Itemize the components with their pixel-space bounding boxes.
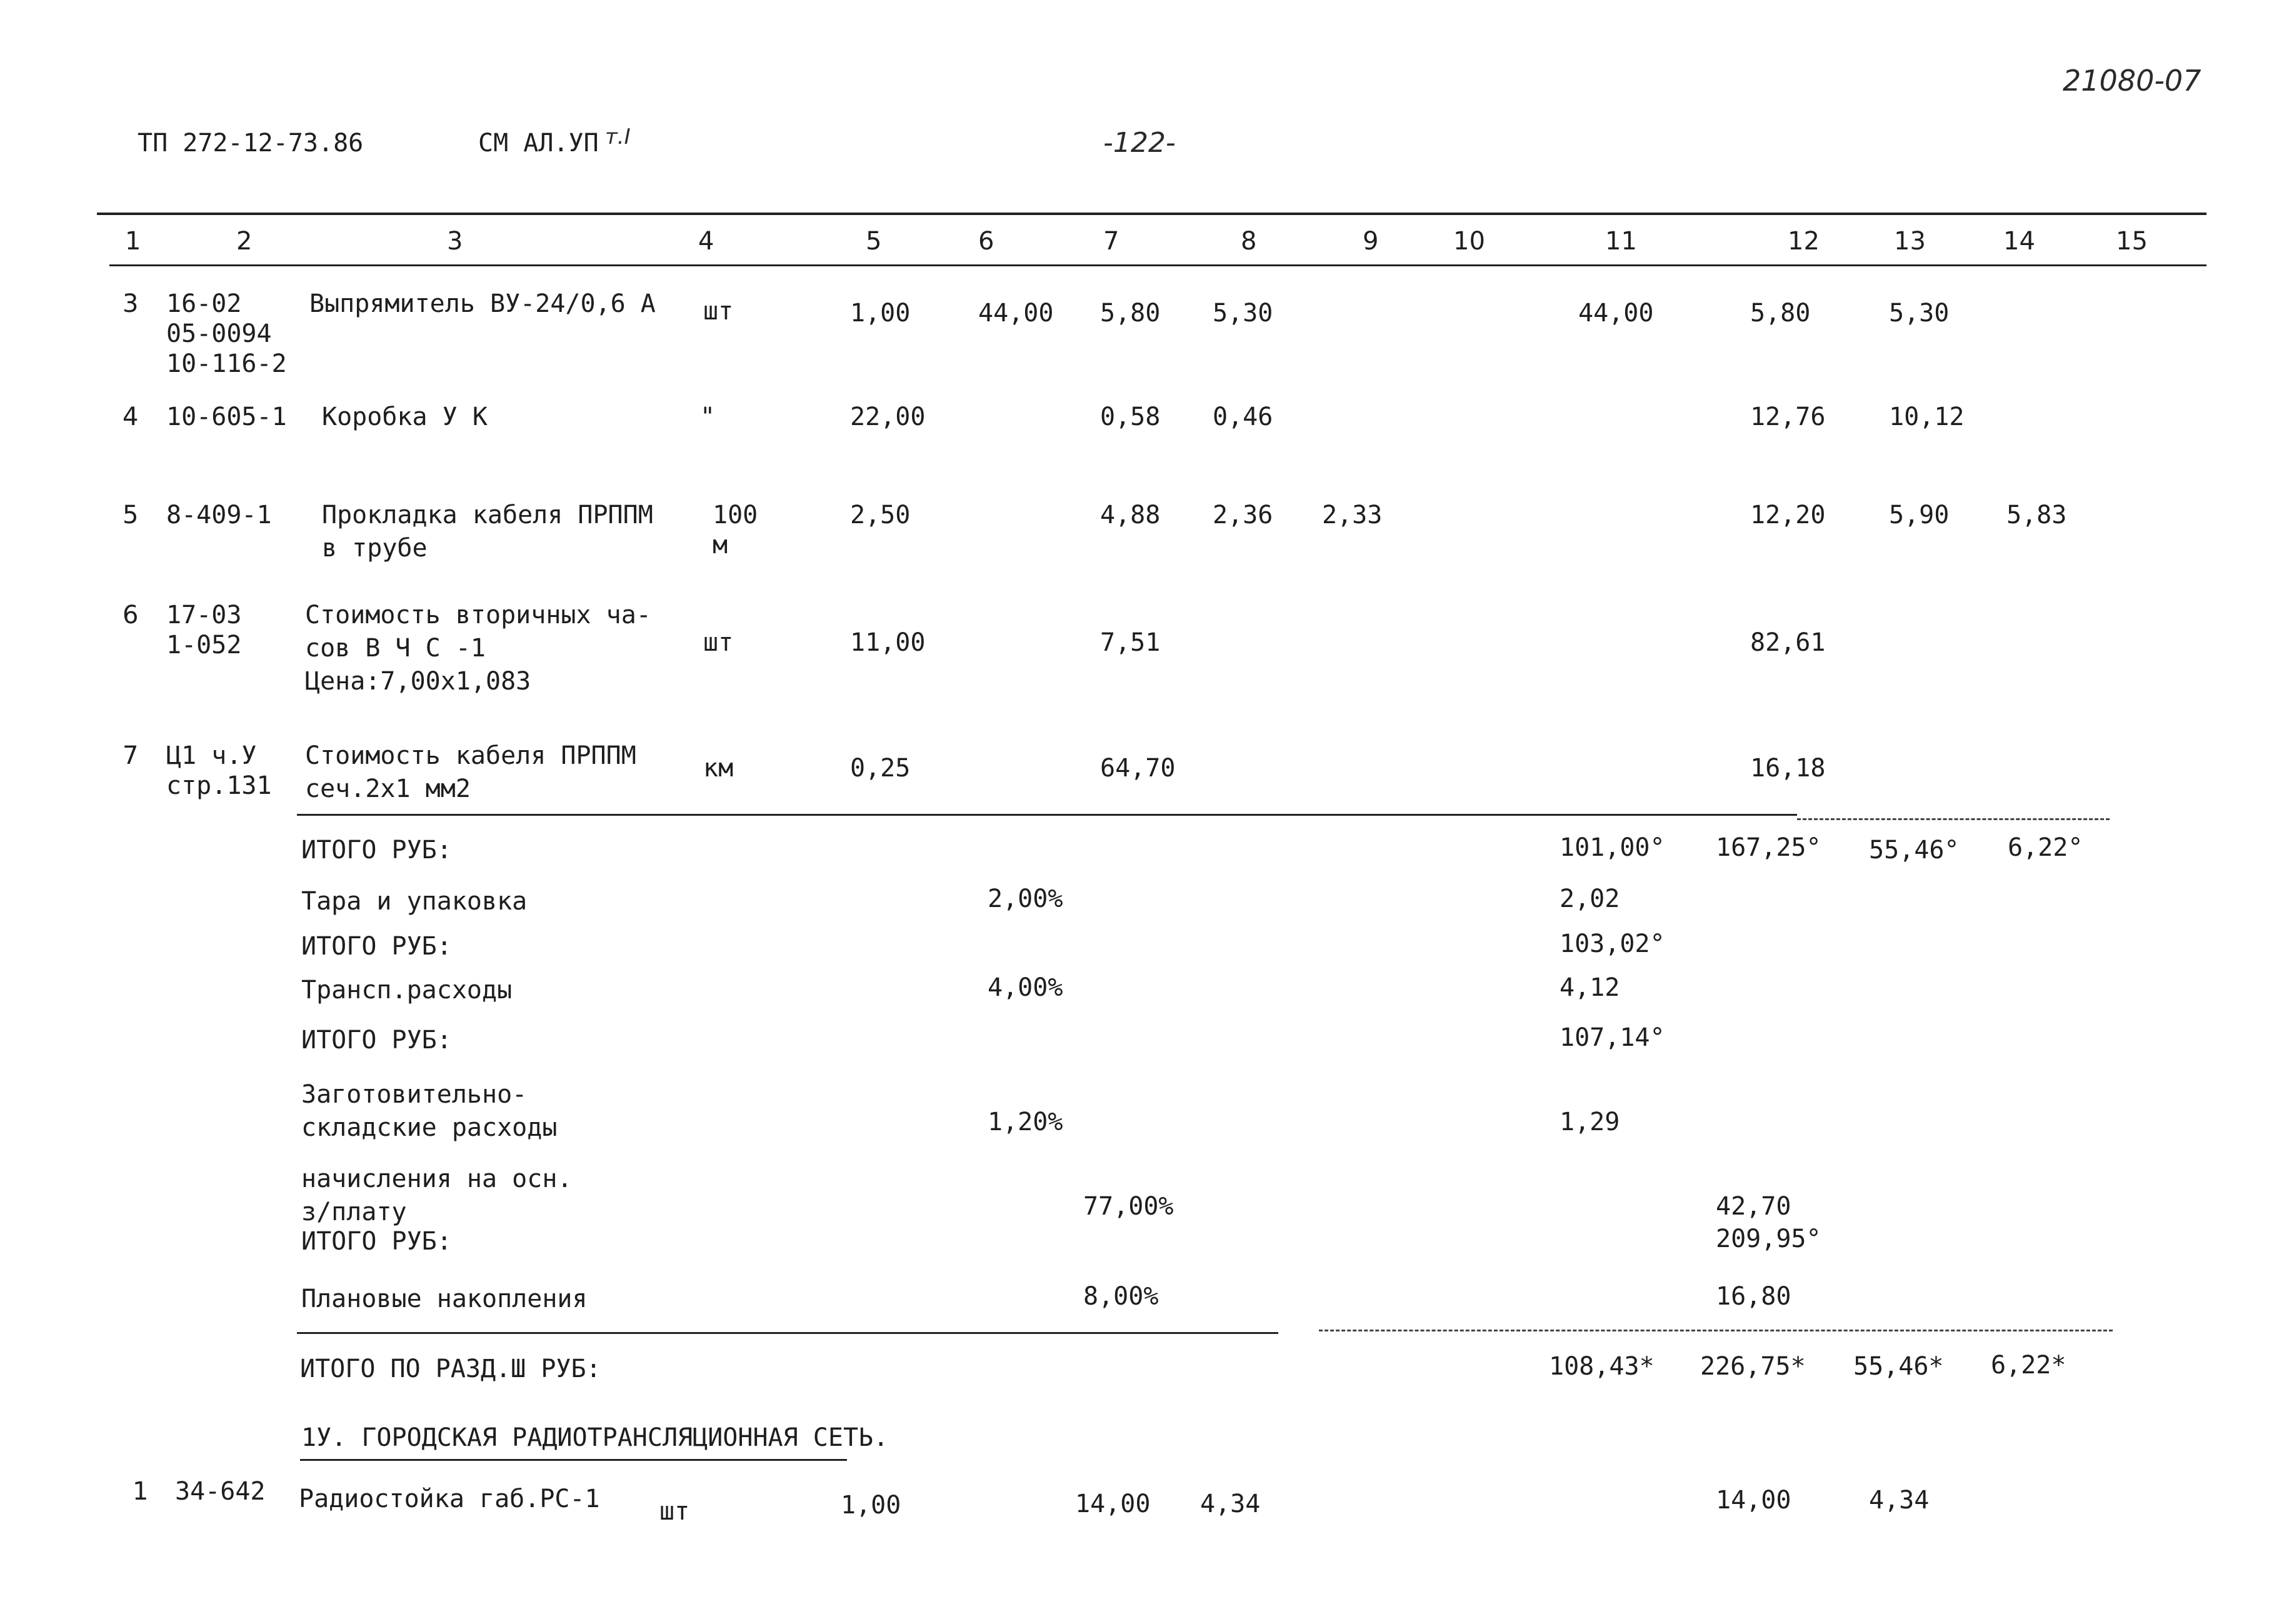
row-number: 4 <box>123 403 139 431</box>
row-col7: 64,70 <box>1100 754 1176 783</box>
row-col12: 82,61 <box>1750 628 1826 657</box>
doc-code-left: ТП 272-12-73.86 <box>138 129 364 158</box>
header-bottom-rule <box>109 264 2206 266</box>
section-row-col8: 4,34 <box>1200 1490 1261 1518</box>
total-label: ИТОГО РУБ: <box>301 836 452 865</box>
row-col7: 0,58 <box>1100 403 1161 431</box>
total-col12: 167,25° <box>1716 833 1821 862</box>
column-number-13: 13 <box>1894 227 1926 256</box>
row-unit: км <box>703 754 734 783</box>
section-row-number: 1 <box>133 1477 149 1506</box>
row-col7: 5,80 <box>1100 299 1161 328</box>
percent-col6: 1,20% <box>988 1108 1063 1136</box>
row-col8: 0,46 <box>1213 403 1273 431</box>
section-total-col13: 55,46* <box>1853 1352 1944 1381</box>
section-row-col5: 1,00 <box>841 1491 901 1520</box>
row-code: 17-03 <box>166 601 242 629</box>
row-name: Цена:7,00х1,083 <box>305 667 531 696</box>
total-col12: 16,80 <box>1716 1282 1791 1311</box>
row-code: 8-409-1 <box>166 501 272 529</box>
section-heading-underline <box>300 1459 847 1461</box>
row-col7: 4,88 <box>1100 501 1161 529</box>
row-code: 05-0094 <box>166 319 272 348</box>
row-unit: " <box>700 403 716 431</box>
total-col12: 209,95° <box>1716 1225 1821 1253</box>
row-unit: шт <box>703 297 734 326</box>
row-col8: 5,30 <box>1213 299 1273 328</box>
percent-col7: 77,00% <box>1083 1192 1174 1221</box>
row-number: 5 <box>123 501 139 529</box>
page-number: -122- <box>1103 127 1176 159</box>
row-col5: 2,50 <box>850 501 911 529</box>
row-name: Выпрямитель ВУ-24/0,6 А <box>309 289 656 318</box>
row-unit: шт <box>703 628 734 657</box>
total-col11: 2,02 <box>1560 885 1620 913</box>
total-col11: 103,02° <box>1560 930 1665 958</box>
column-number-12: 12 <box>1788 227 1820 256</box>
row-code: 16-02 <box>166 289 242 318</box>
row-name: Стоимость вторичных ча- <box>305 601 651 629</box>
section-total-label: ИТОГО ПО РАЗД.Ш РУБ: <box>300 1355 601 1383</box>
volume-mark: т.I <box>605 124 631 149</box>
section-row-col12: 14,00 <box>1716 1486 1791 1515</box>
row-code: 10-605-1 <box>166 403 287 431</box>
row-col7: 7,51 <box>1100 628 1161 657</box>
total-label: з/плату <box>301 1198 407 1226</box>
total-col11: 1,29 <box>1560 1108 1620 1136</box>
total-label: Заготовительно- <box>301 1080 528 1109</box>
section-row-unit: шт <box>659 1497 690 1526</box>
row-number: 3 <box>123 289 139 318</box>
column-number-10: 10 <box>1453 227 1485 256</box>
column-number-1: 1 <box>125 227 141 256</box>
column-number-6: 6 <box>978 227 994 256</box>
section-total-rule <box>297 1332 1278 1334</box>
section-row-col13: 4,34 <box>1869 1486 1930 1515</box>
percent-col6: 4,00% <box>988 973 1063 1002</box>
row-unit: м <box>713 531 728 559</box>
row-col12: 12,20 <box>1750 501 1826 529</box>
row-col5: 0,25 <box>850 754 911 783</box>
column-number-5: 5 <box>866 227 882 256</box>
row-col6: 44,00 <box>978 299 1054 328</box>
row-name: Прокладка кабеля ПРППМ <box>322 501 653 529</box>
total-label: Трансп.расходы <box>301 976 513 1005</box>
column-number-11: 11 <box>1605 227 1637 256</box>
total-col11: 101,00° <box>1560 833 1665 862</box>
total-col11: 107,14° <box>1560 1023 1665 1052</box>
section-heading: 1У. ГОРОДСКАЯ РАДИОТРАНСЛЯЦИОННАЯ СЕТЬ. <box>301 1423 889 1452</box>
total-label: складские расходы <box>301 1113 558 1142</box>
table-top-rule <box>97 213 2206 215</box>
total-label: ИТОГО РУБ: <box>301 932 452 961</box>
total-col12: 42,70 <box>1716 1192 1791 1221</box>
section-row-code: 34-642 <box>175 1477 266 1506</box>
row-col13: 5,30 <box>1889 299 1950 328</box>
section-total-col12: 226,75* <box>1700 1352 1806 1381</box>
row-code: Ц1 ч.У <box>166 741 257 770</box>
total-col14: 6,22° <box>2008 833 2083 862</box>
total-label: начисления на осн. <box>301 1165 573 1193</box>
row-name: Стоимость кабеля ПРППМ <box>305 741 636 770</box>
row-col12: 12,76 <box>1750 403 1826 431</box>
row-name: в трубе <box>322 534 428 563</box>
row-col5: 11,00 <box>850 628 926 657</box>
column-number-15: 15 <box>2116 227 2148 256</box>
row-code: стр.131 <box>166 771 272 800</box>
column-number-4: 4 <box>698 227 714 256</box>
row-name: сов В Ч С -1 <box>305 634 486 663</box>
row-number: 6 <box>123 601 139 629</box>
row-name: Коробка У К <box>322 403 488 431</box>
percent-col7: 8,00% <box>1083 1282 1159 1311</box>
row-col8: 2,36 <box>1213 501 1273 529</box>
section-total-col14: 6,22* <box>1991 1351 2066 1380</box>
doc-code-mid: СМ АЛ.УП <box>478 129 599 158</box>
row-col9: 2,33 <box>1322 501 1383 529</box>
section-total-rule-tail <box>1319 1330 2113 1331</box>
column-number-14: 14 <box>2003 227 2035 256</box>
total-label: Плановые накопления <box>301 1285 588 1313</box>
total-col13: 55,46° <box>1869 836 1960 865</box>
column-number-8: 8 <box>1241 227 1257 256</box>
percent-col6: 2,00% <box>988 885 1063 913</box>
row-col5: 22,00 <box>850 403 926 431</box>
total-label: Тара и упаковка <box>301 887 528 916</box>
items-bottom-rule <box>297 814 1797 816</box>
row-unit: 100 <box>713 501 758 529</box>
row-col5: 1,00 <box>850 299 911 328</box>
column-number-3: 3 <box>447 227 463 256</box>
items-bottom-rule-tail <box>1797 818 2110 820</box>
row-col12: 16,18 <box>1750 754 1826 783</box>
row-col13: 5,90 <box>1889 501 1950 529</box>
section-row-col7: 14,00 <box>1075 1490 1151 1518</box>
section-total-col11: 108,43* <box>1549 1352 1655 1381</box>
section-row-name: Радиостойка габ.РС-1 <box>299 1485 600 1513</box>
total-col11: 4,12 <box>1560 973 1620 1002</box>
row-col12: 5,80 <box>1750 299 1811 328</box>
column-number-7: 7 <box>1103 227 1119 256</box>
row-code: 10-116-2 <box>166 349 287 378</box>
total-label: ИТОГО РУБ: <box>301 1026 452 1055</box>
row-number: 7 <box>123 741 139 770</box>
row-col14: 5,83 <box>2006 501 2067 529</box>
total-label: ИТОГО РУБ: <box>301 1227 452 1256</box>
archive-number: 21080-07 <box>2063 64 2201 98</box>
row-col11: 44,00 <box>1578 299 1654 328</box>
row-col13: 10,12 <box>1889 403 1965 431</box>
column-number-2: 2 <box>236 227 253 256</box>
row-name: сеч.2х1 мм2 <box>305 774 471 803</box>
row-code: 1-052 <box>166 631 242 659</box>
column-number-9: 9 <box>1363 227 1379 256</box>
